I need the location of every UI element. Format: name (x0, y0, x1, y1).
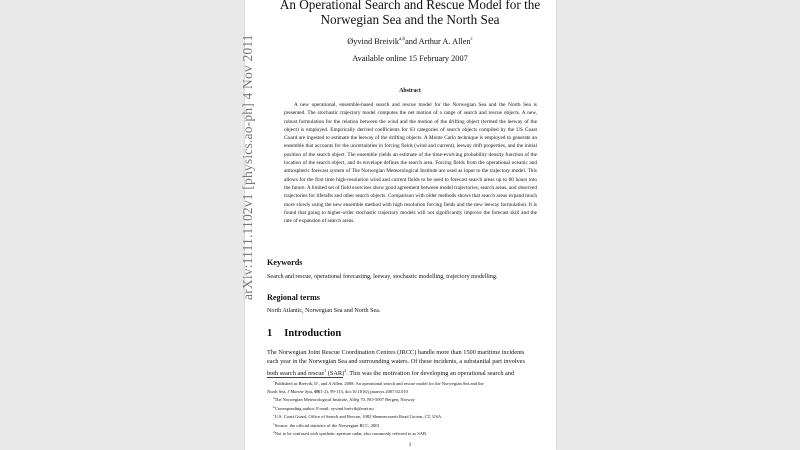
section-title: Introduction (284, 328, 342, 339)
title-line-2: Norwegian Sea and the North Sea (320, 12, 500, 27)
page-number: 1 (408, 442, 412, 448)
paper-page (240, 0, 556, 450)
author-1: Øyvind Breivik (347, 37, 400, 46)
introduction-body (267, 348, 557, 379)
introduction-heading (267, 328, 341, 339)
arxiv-stamp: arXiv:1111.1102v1 [physics.ao-ph] 4 Nov 2011 (240, 34, 255, 300)
footnote-ref[interactable]: 2 (344, 368, 347, 374)
title-line-1: An Operational Search and Rescue Model for the (279, 0, 541, 12)
footnote-published-cont: North Sea, J Marine Syst, 69(1-2), 99-113, doi:10.1016/j.jmarsys.2007.02.010 (267, 388, 408, 394)
footnote-affiliation-a: $^a$The Norwegian Meteorological Institute, Allég 70, NO-5007 Bergen, Norway (273, 396, 415, 402)
footnote-corresponding: $^b$Corresponding author. E-mail: oyvind.breivik@met.no (273, 404, 374, 411)
intro-line: both search and rescue$^1$ (SAR)$^2$. This was the motivation for developing an operational search and (267, 368, 515, 378)
regional-terms-text: North Atlantic, Norwegian Sea and North Sea. (267, 308, 381, 314)
author-2-marks: c (470, 37, 473, 42)
authors (265, 37, 555, 46)
intro-line: The Norwegian Joint Rescue Coordination Centres (JRCC) handle more than 1500 maritime incidents (267, 349, 525, 356)
footnote-published: *Published as Breivik, Ø., and A Allen, 2008: An operational search and rescue model for the Norwegian Sea and the (273, 380, 484, 386)
keywords-text: Search and rescue, operational forecasting, leeway, stochastic modelling, trajectory modelling. (267, 274, 498, 280)
keywords-heading: Keywords (267, 258, 303, 267)
section-number: 1 (267, 328, 273, 339)
available-online: Available online 15 February 2007 (352, 54, 468, 63)
regional-terms-heading: Regional terms (267, 293, 320, 302)
abstract-text: A new operational, ensemble-based search and rescue model for the Norwegian Sea and the North Sea is presented. The stochastic trajectory model computes the net motion of a range of search and rescue objects. A new, robust formulation for the relation between the wind and the motion of the drifting object (termed the leeway of the object) is employed. Empirically derived coefficients for 63 categories of search objects compiled by the US Coast Guard are ingested to estimate the leeway of the drifting objects. A Monte Carlo technique is employed to generate an ensemble that accounts for the uncertainties in forcing fields (wind and current), leeway drift properties, and the initial position of the search object. The ensemble yields an estimate of the time-evolving probability density function of the location of the search object, and its envelope defines the search area. Forcing fields from the operational oceanic and atmospheric forecast system of The Norwegian Meteorological Institute are used as input to the trajectory model. This allows for the first time high-resolution wind and current fields to be used to forecast search areas up to 60 hours into the future. A limited set of field exercises show good agreement between model trajectories, search areas, and observed trajectories for liferafts and other search objects. Comparison with older methods shows that search areas expand much more slowly using the new ensemble method with high resolution forcing fields and the new leeway formulation. It is found that going to higher-order stochastic trajectory models will not significantly improve the forecast skill and the rate of expansion of search areas. (284, 102, 537, 225)
footnote-1: $^1$Source: the official statistics of the Norwegian RCC, 2001 (273, 421, 380, 428)
author-1-marks: a,b (399, 37, 406, 42)
intro-line: each year in the Norwegian Sea and surrounding waters. Of these incidents, a substantial part involves (267, 358, 525, 366)
footnote-ref[interactable]: 1 (324, 368, 327, 374)
author-join: and (405, 37, 418, 46)
footnote-rule (267, 377, 343, 378)
footnote-2: $^2$Not to be confused with synthetic aperture radar, also commonly referred to as SAR. (273, 430, 428, 436)
abstract-heading: Abstract (399, 88, 421, 94)
footnotes (267, 379, 557, 438)
author-2: Arthur A. Allen (418, 37, 471, 46)
footnote-affiliation-c: $^c$U.S. Coast Guard, Office of Search and Rescue, 1082 Shennecossett Road Groton, CT, USA (273, 413, 442, 419)
